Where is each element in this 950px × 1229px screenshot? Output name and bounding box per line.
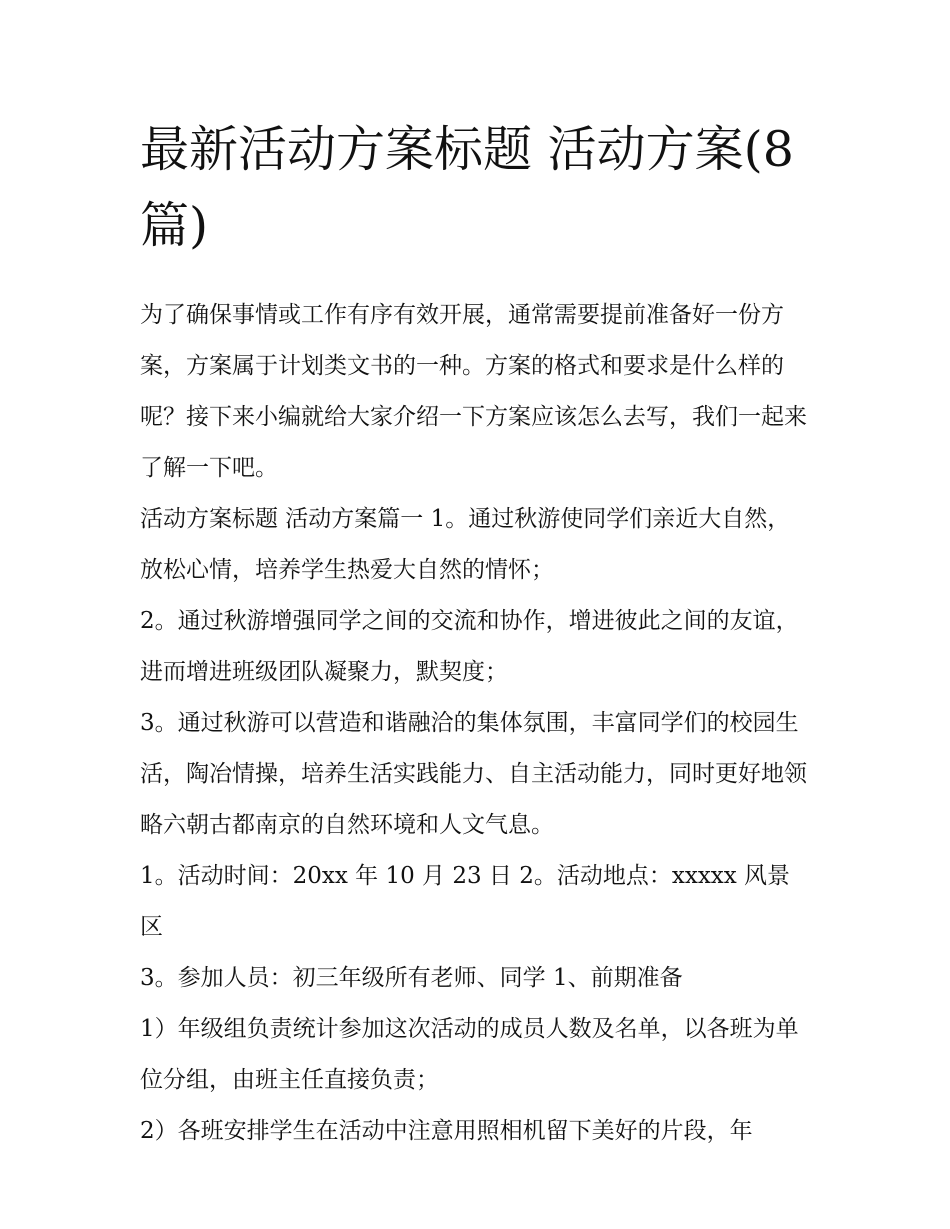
paragraph-prep-1: 1）年级组负责统计参加这次活动的成员人数及名单，以各班为单位分组，由班主任直接负责； <box>140 1016 799 1093</box>
paragraph-prep-2: 2）各班安排学生在活动中注意用照相机留下美好的片段，年 <box>140 1118 753 1144</box>
paragraph-goal-1: 活动方案标题 活动方案篇一 1。通过秋游使同学们亲近大自然，放松心情，培养学生热爱大自然的情怀； <box>140 506 791 583</box>
document-title: 最新活动方案标题 活动方案(8篇) <box>140 121 794 254</box>
paragraph-time-location: 1。活动时间：20xx 年 10 月 23 日 2。活动地点：xxxxx 风景区 <box>140 863 791 940</box>
paragraph-goal-2: 2。通过秋游增强同学之间的交流和协作，增进彼此之间的友谊，进而增进班级团队凝聚力，默契度； <box>140 608 799 685</box>
intro-paragraph: 为了确保事情或工作有序有效开展，通常需要提前准备好一份方案，方案属于计划类文书的一种。方案的格式和要求是什么样的呢？接下来小编就给大家介绍一下方案应该怎么去写，我们一起来了解一下吧。 <box>140 302 807 481</box>
paragraph-participants: 3。参加人员：初三年级所有老师、同学 1、前期准备 <box>140 965 683 991</box>
document-body <box>140 112 812 1157</box>
paragraph-goal-3: 3。通过秋游可以营造和谐融洽的集体氛围，丰富同学们的校园生活，陶冶情操，培养生活实践能力、自主活动能力，同时更好地领略六朝古都南京的自然环境和人文气息。 <box>140 710 807 838</box>
